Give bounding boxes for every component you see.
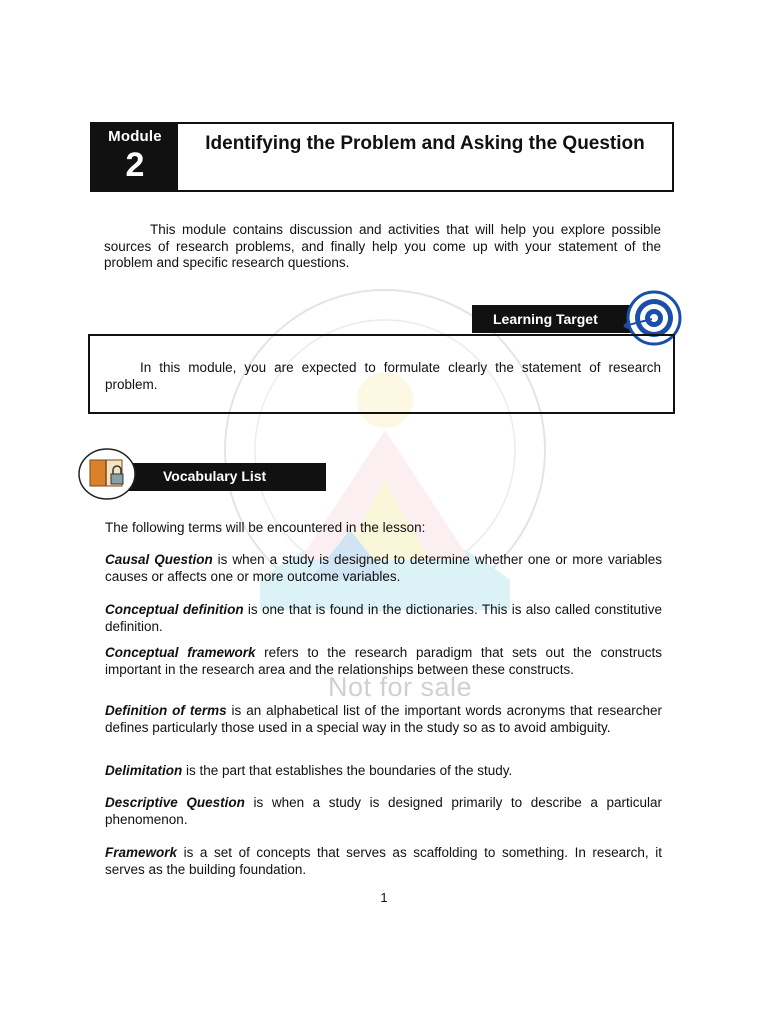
term-name: Conceptual definition: [105, 602, 244, 617]
term-name: Delimitation: [105, 763, 183, 778]
term-definition: is when a study is designed to determine whether one or more variables causes or affects one or more outcome variables.: [105, 552, 662, 584]
learning-target-heading: Learning Target: [472, 305, 632, 333]
term-definition: is one that is found in the dictionaries. This is also called constitutive definition.: [105, 602, 662, 634]
term-definition: is an alphabetical list of the important words acronyms that researcher defines particularly those used in a special way in the study so as to avoid ambiguity.: [105, 703, 662, 735]
module-label: Module: [108, 128, 162, 145]
term-definition: is the part that establishes the boundaries of the study.: [182, 763, 513, 778]
term-delimitation: [105, 763, 662, 780]
term-causal-question: [105, 552, 662, 585]
learning-target-text: In this module, you are expected to formulate clearly the statement of research problem.: [105, 360, 661, 392]
watermark-text: Not for sale: [327, 672, 473, 702]
term-name: Conceptual framework: [105, 645, 256, 660]
module-number: 2: [125, 146, 145, 184]
vocabulary-heading: Vocabulary List: [122, 463, 326, 491]
intro-paragraph: This module contains discussion and activities that will help you explore possible sources of research problems, and finally help you come up with your statement of the problem and specific research questions.: [104, 222, 661, 270]
term-name: Framework: [105, 845, 178, 860]
module-title: Identifying the Problem and Asking the Question: [205, 133, 645, 154]
term-conceptual-framework: [105, 645, 662, 678]
term-definition: is when a study is designed primarily to describe a particular phenomenon.: [105, 795, 663, 827]
term-name: Descriptive Question: [105, 795, 245, 810]
module-badge: [92, 124, 178, 190]
term-definition: is a set of concepts that serves as scaffolding to something. In research, it serves as the building foundation.: [105, 845, 662, 877]
book-lock-icon: [78, 448, 136, 500]
page-number: 1: [380, 890, 388, 905]
term-name: Causal Question: [105, 552, 218, 567]
term-conceptual-definition: [105, 602, 662, 635]
term-framework: [105, 845, 662, 878]
vocabulary-lead: The following terms will be encountered in the lesson:: [105, 520, 426, 535]
term-definition-of-terms: [105, 703, 662, 736]
term-name: Definition of terms: [105, 703, 227, 718]
term-definition: refers to the research paradigm that sets out the constructs important in the research area and the relationships between these constructs.: [105, 645, 662, 677]
term-descriptive-question: [105, 795, 662, 828]
